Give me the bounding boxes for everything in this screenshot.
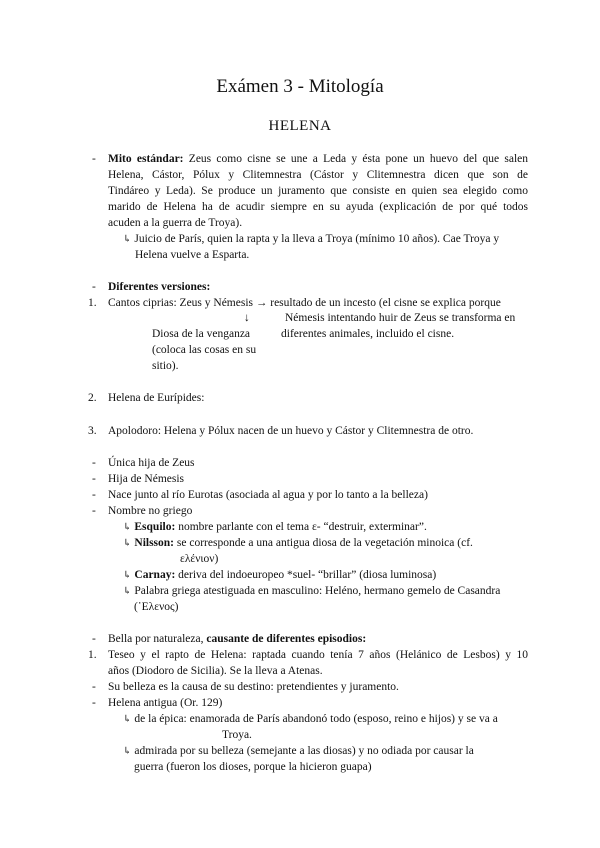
bullet-dash: -	[92, 153, 96, 165]
greek-word-cont: (῾Ελενος)	[134, 601, 179, 613]
bullet-dash: -	[92, 633, 96, 645]
teseo-line-2: años (Diodoro de Sicilia). Se la lleva a Atenas.	[108, 665, 323, 677]
version-3-text: Apolodoro: Helena y Pólux nacen de un huevo y Cástor y Clitemnestra de otro.	[108, 425, 474, 437]
helena-antigua-sub-1-cont: Troya.	[222, 729, 252, 741]
bullet-dash: -	[92, 281, 96, 293]
fact-item-2: Hija de Némesis	[108, 473, 185, 485]
fact-item-3: Nace junto al río Eurotas (asociada al agua y por lo tanto a la belleza)	[108, 489, 428, 501]
belleza-intro-bold: causante de diferentes episodios:	[206, 633, 367, 645]
helena-antigua-sub-1	[123, 711, 498, 728]
fact-item-1: Única hija de Zeus	[108, 457, 195, 469]
sub-arrow-icon: ↳	[123, 522, 132, 533]
version-2-text: Helena de Eurípides:	[108, 392, 205, 404]
mito-line-5: acuden a la guerra de Troya).	[108, 217, 243, 229]
version-1-right-2: diferentes animales, incluido el cisne.	[281, 328, 455, 340]
sub-arrow-icon: ↳	[123, 234, 132, 245]
helena-antigua-sub-1-text: de la épica: enamorada de París abandonó todo (esposo, reino e hijos) y se va a	[134, 713, 498, 725]
versiones-label: Diferentes versiones:	[108, 281, 211, 293]
etymology-greek-word	[123, 583, 500, 600]
down-arrow-icon: ↓	[244, 312, 250, 324]
version-1-left-2: (coloca las cosas en su	[152, 344, 257, 356]
belleza-item-1: Su belleza es la causa de su destino: pretendientes y juramento.	[108, 681, 399, 693]
version-1-left-1: Diosa de la venganza	[152, 328, 251, 340]
sub-arrow-icon: ↳	[123, 746, 132, 757]
sub-arrow-icon: ↳	[123, 570, 132, 581]
mito-sub-line-2: Helena vuelve a Esparta.	[135, 249, 250, 261]
etymology-esquilo	[123, 519, 427, 536]
mito-sub-line-1	[123, 231, 499, 248]
version-1-line: Cantos ciprias: Zeus y Némesis → resultado de un incesto (el cisne se explica porque	[108, 297, 501, 309]
list-number: 2.	[88, 392, 97, 404]
bullet-dash: -	[92, 489, 96, 501]
mito-line-3: Tindáreo y Leda). Se produce un juramento que consiste en quien sea elegido como	[108, 185, 528, 197]
esquilo-text: nombre parlante con el tema ε- “destruir, exterminar”.	[175, 521, 427, 533]
helena-antigua-sub-2-text: admirada por su belleza (semejante a las diosas) y no odiada por causar la	[134, 745, 474, 757]
carnay-text: deriva del indoeuropeo *suel- “brillar” (diosa luminosa)	[175, 569, 437, 581]
greek-word-text: Palabra griega atestiguada en masculino: Heléno, hermano gemelo de Casandra	[134, 585, 501, 597]
bullet-dash: -	[92, 505, 96, 517]
mito-text-1: Zeus como cisne se une a Leda y ésta pone un huevo del que salen	[188, 153, 529, 165]
list-number: 1.	[88, 649, 97, 661]
fact-item-4: Nombre no griego	[108, 505, 193, 517]
sub-arrow-icon: ↳	[123, 714, 132, 725]
bullet-dash: -	[92, 457, 96, 469]
versiones-heading	[108, 279, 210, 295]
mito-line-4: marido de Helena ha de acudir siempre en su ayuda (explicación de por qué todos	[108, 201, 528, 213]
bullet-dash: -	[92, 473, 96, 485]
mito-sub-text-1: Juicio de París, quien la rapta y la lleva a Troya (mínimo 10 años). Cae Troya y	[134, 233, 500, 245]
mito-label: Mito estándar:	[108, 153, 184, 165]
etymology-carnay	[123, 567, 436, 584]
teseo-line-1: Teseo y el rapto de Helena: raptada cuando tenía 7 años (Helánico de Lesbos) y 10	[108, 649, 528, 661]
list-number: 3.	[88, 425, 97, 437]
belleza-item-2: Helena antigua (Or. 129)	[108, 697, 223, 709]
nilsson-text: se corresponde a una antigua diosa de la vegetación minoica (cf.	[174, 537, 473, 549]
nilsson-label: Nilsson:	[134, 537, 175, 549]
sub-arrow-icon: ↳	[123, 586, 132, 597]
mito-line-2: Helena, Cástor, Pólux y Clitemnestra (Cástor y Clitemnestra dicen que son de	[108, 169, 528, 181]
version-1-left-3: sitio).	[152, 360, 179, 372]
etymology-nilsson	[123, 535, 473, 552]
list-number: 1.	[88, 297, 97, 309]
helena-antigua-sub-2	[123, 743, 474, 760]
page-title: Exámen 3 - Mitología	[216, 76, 384, 97]
version-1-right-1: Némesis intentando huir de Zeus se transforma en	[285, 312, 516, 324]
belleza-intro	[108, 631, 366, 647]
bullet-dash: -	[92, 681, 96, 693]
bullet-dash: -	[92, 697, 96, 709]
sub-arrow-icon: ↳	[123, 538, 132, 549]
esquilo-label: Esquilo:	[134, 521, 176, 533]
belleza-intro-text: Bella por naturaleza,	[108, 633, 207, 645]
helena-antigua-sub-2-cont: guerra (fueron los dioses, porque la hicieron guapa)	[134, 761, 372, 773]
nilsson-cont: ελένιον)	[180, 553, 219, 565]
mito-line-1	[108, 151, 528, 167]
carnay-label: Carnay:	[134, 569, 176, 581]
page-subtitle: HELENA	[268, 118, 332, 134]
